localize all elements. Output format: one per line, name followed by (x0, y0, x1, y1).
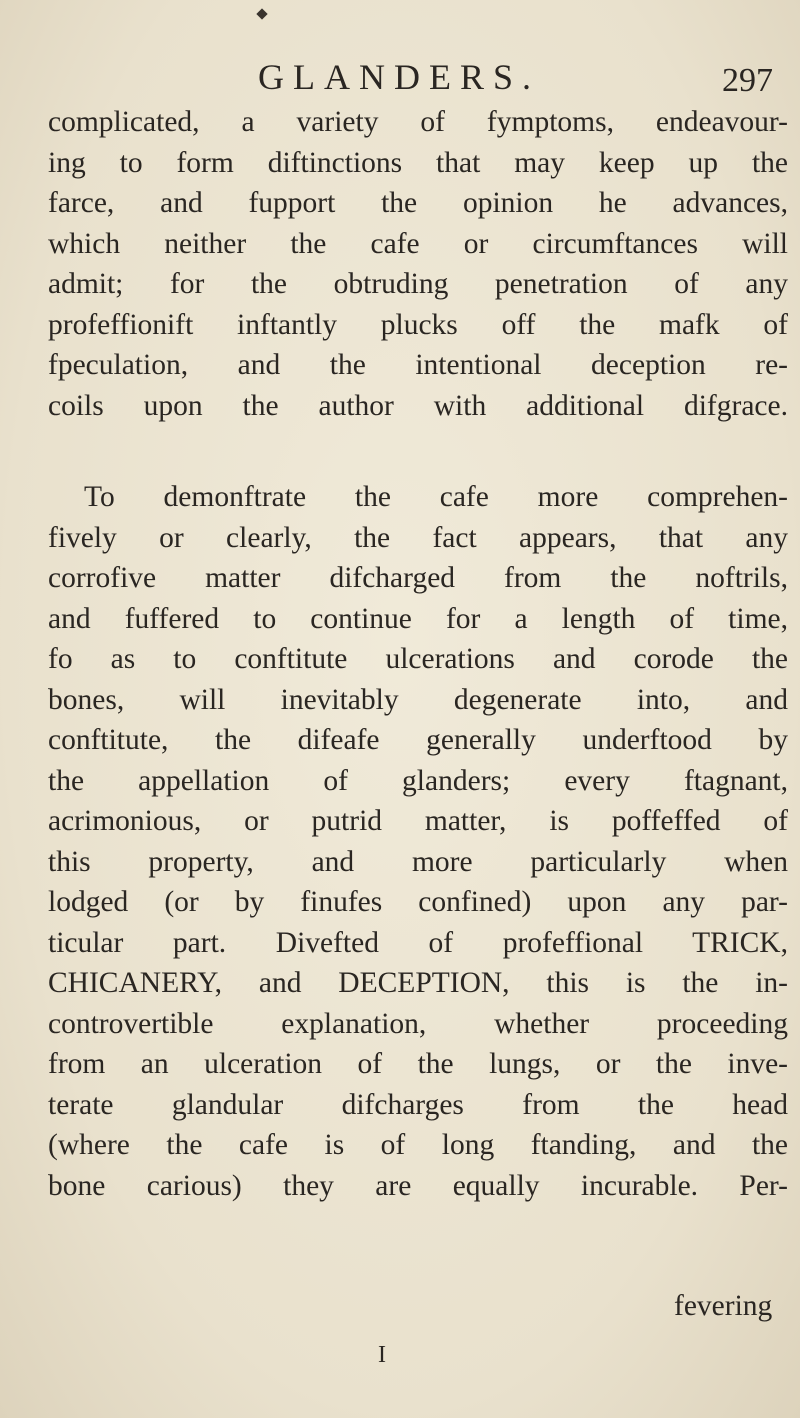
text-line: ticular part. Divefted of profeffional TRICK, (48, 926, 788, 959)
text-line: ing to form diftinctions that may keep up the (48, 146, 788, 179)
text-line: farce, and fupport the opinion he advances, (48, 187, 788, 219)
text-line: controvertible explanation, whether proceeding (48, 1007, 788, 1040)
text-line: bone carious) they are equally incurable. Per- (48, 1169, 788, 1202)
text-line: conftitute, the difeafe generally underftood by (48, 724, 788, 756)
text-line: acrimonious, or putrid matter, is poffeffed of (48, 805, 788, 837)
text-line: profeffionift inftantly plucks off the mafk of (48, 308, 788, 341)
text-line: coils upon the author with additional difgrace. (48, 389, 788, 422)
text-line: CHICANERY, and DECEPTION, this is the in- (48, 967, 788, 999)
body-text (48, 102, 788, 1206)
signature-mark: I (378, 1342, 386, 1368)
text-line: To demonftrate the cafe more comprehen- (84, 481, 788, 513)
text-line: complicated, a variety of fymptoms, endeavour- (48, 106, 788, 138)
text-line: which neither the cafe or circumftances will (48, 227, 788, 260)
running-head: GLANDERS. (258, 57, 541, 97)
text-line: admit; for the obtruding penetration of any (48, 268, 788, 300)
text-line: corrofive matter difcharged from the noftrils, (48, 562, 788, 594)
text-line: this property, and more particularly when (48, 845, 788, 878)
page-header (0, 52, 800, 102)
printer-ornament-mark (256, 8, 267, 19)
text-line: fo as to conftitute ulcerations and corode the (48, 643, 788, 675)
catchword: fevering (674, 1290, 773, 1322)
text-line: terate glandular difcharges from the head (48, 1088, 788, 1121)
text-line: and fuffered to continue for a length of time, (48, 602, 788, 635)
text-line: lodged (or by finufes confined) upon any par- (48, 886, 788, 918)
text-line: the appellation of glanders; every ftagnant, (48, 764, 788, 797)
text-line: bones, will inevitably degenerate into, and (48, 683, 788, 716)
page-number: 297 (722, 62, 773, 99)
text-line: fively or clearly, the fact appears, that any (48, 521, 788, 554)
text-line: from an ulceration of the lungs, or the inve- (48, 1048, 788, 1080)
text-line: (where the cafe is of long ftanding, and the (48, 1129, 788, 1161)
text-line: fpeculation, and the intentional deception re- (48, 349, 788, 381)
